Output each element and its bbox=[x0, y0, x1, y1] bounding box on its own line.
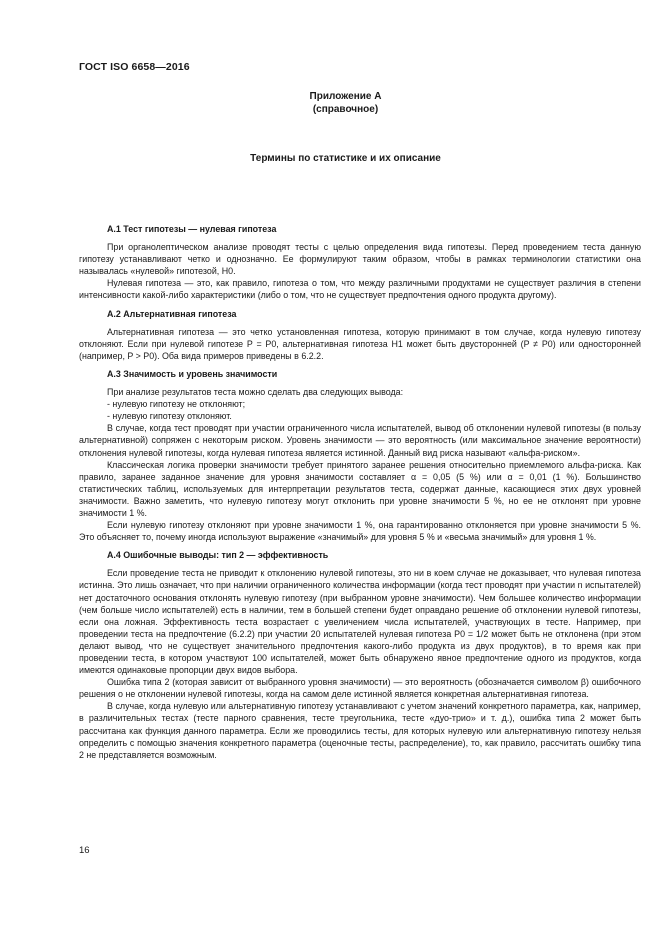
paragraph: Если проведение теста не приводит к отклонению нулевой гипотезы, это ни в коем случае не доказывает, что нулевая гипотеза истинна. Это лишь означает, что при наличии ограниченного количества информации (когда тест проводят при участии n испытателей) нет достаточного основания отклонять нулевую гипотезу (при выбранном уровне значимости). Чем большее количество информации (чем больше число испытателей) есть в наличии, тем в большей степени будет оправдано решение об отклонении нулевой гипотезы, если она ложная. Эффективность теста возрастает с увеличением числа испытателей, участвующих в тесте. Например, при проведении теста на предпочтение (6.2.2) при участии 20 испытателей нулевая гипотеза P0 = 1/2 может быть не отклонена (при этом делают вывод, что не существует значительного предпочтения какого-либо продукта из двух продуктов), в то время как при проведении теста, в котором участвуют 100 испытателей, может быть обнаружено явное предпочтение одного из продуктов, когда имеются одинаковые пропорции двух видов выбора. bbox=[79, 568, 641, 676]
paragraph: Если нулевую гипотезу отклоняют при уровне значимости 1 %, она гарантированно отклоняется при уровне значимости 5 %. Это объясняет то, почему иногда используют выражение «значимый» для уровня 5 % и «весьма значимый» для уровня 1 %. bbox=[79, 520, 641, 543]
paragraph: В случае, когда нулевую или альтернативную гипотезу устанавливают с учетом значений конкретного параметра, как, например, в различительных тестах (тесте парного сравнения, тесте треугольника, тесте «дуо-трио» и т. д.), ошибка типа 2 может быть рассчитана как функция данного параметра. Если же проводились тесты, для которых нулевую или альтернативную гипотезу нельзя определить с помощью значения конкретного параметра (оценочные тесты, распределение), то, как правило, рассчитать ошибку типа 2 не представляется возможным. bbox=[79, 701, 641, 760]
annex-title bbox=[0, 90, 661, 116]
page-number: 16 bbox=[79, 845, 90, 856]
paragraph: Классическая логика проверки значимости требует принятого заранее решения относительно приемлемого альфа-риска. Как правило, заранее заданное значение для уровня значимости составляет α = 0,05 (5 %) или α = 0,01 (1 %). Большинство статистических таблиц, используемых для интерпретации результатов теста, содержат данные, касающиеся этих двух уровней значимости. Важно заметить, что нулевую гипотезу могут отклонить при уровне значимости 5 %, но ее не отклонят при уровне значимости 1 %. bbox=[79, 459, 641, 518]
heading-a2: А.2 Альтернативная гипотеза bbox=[107, 308, 237, 319]
annex-label: Приложение А bbox=[309, 91, 382, 102]
section-title: Термины по статистике и их описание bbox=[250, 153, 441, 164]
heading-a3: А.3 Значимость и уровень значимости bbox=[107, 368, 278, 379]
list-item: - нулевую гипотезу не отклоняют; bbox=[107, 399, 246, 410]
paragraph: Ошибка типа 2 (которая зависит от выбранного уровня значимости) — это вероятность (обозначается символом β) ошибочного решения о не отклонении нулевой гипотезы, когда на самом деле истинной является конкретная альтернативная гипотеза. bbox=[79, 677, 641, 700]
paragraph: При органолептическом анализе проводят тесты с целью определения вида гипотезы. Перед проведением теста данную гипотезу устанавливают четко и однозначно. Ее формулируют таким образом, чтобы в рамках терминологии статистики она называлась «нулевой» гипотезой, H0. bbox=[79, 242, 641, 277]
standard-header: ГОСТ ISO 6658—2016 bbox=[79, 61, 190, 73]
heading-a4: А.4 Ошибочные выводы: тип 2 — эффективность bbox=[107, 550, 329, 561]
document-body bbox=[79, 223, 641, 761]
list-item: - нулевую гипотезу отклоняют. bbox=[107, 411, 232, 422]
heading-a1: А.1 Тест гипотезы — нулевая гипотеза bbox=[107, 224, 277, 234]
paragraph: При анализе результатов теста можно сделать два следующих вывода: bbox=[107, 387, 404, 398]
annex-type: (справочное) bbox=[312, 104, 379, 115]
paragraph: Нулевая гипотеза — это, как правило, гипотеза о том, что между различными продуктами не существует различия в степени интенсивности какой-либо характеристики (либо о том, что не существует предпочтения одного продукта другому). bbox=[79, 278, 641, 301]
paragraph: Альтернативная гипотеза — это четко установленная гипотеза, которую принимают в том случае, когда нулевую гипотезу отклоняют. Если при нулевой гипотезе P = P0, альтернативная гипотеза H1 может быть двусторонней (P ≠ P0) или односторонней (например, P > P0). Оба вида примеров приведены в 6.2.2. bbox=[79, 326, 641, 361]
paragraph: В случае, когда тест проводят при участии ограниченного числа испытателей, вывод об отклонении нулевой гипотезы (в пользу альтернативной) сопряжен с некоторым риском. Уровень значимости — это вероятность (или максимальное значение вероятности) отклонения нулевой гипотезы, когда нулевая гипотеза является истинной. Данный вид риска называют «альфа-риском». bbox=[79, 423, 641, 458]
